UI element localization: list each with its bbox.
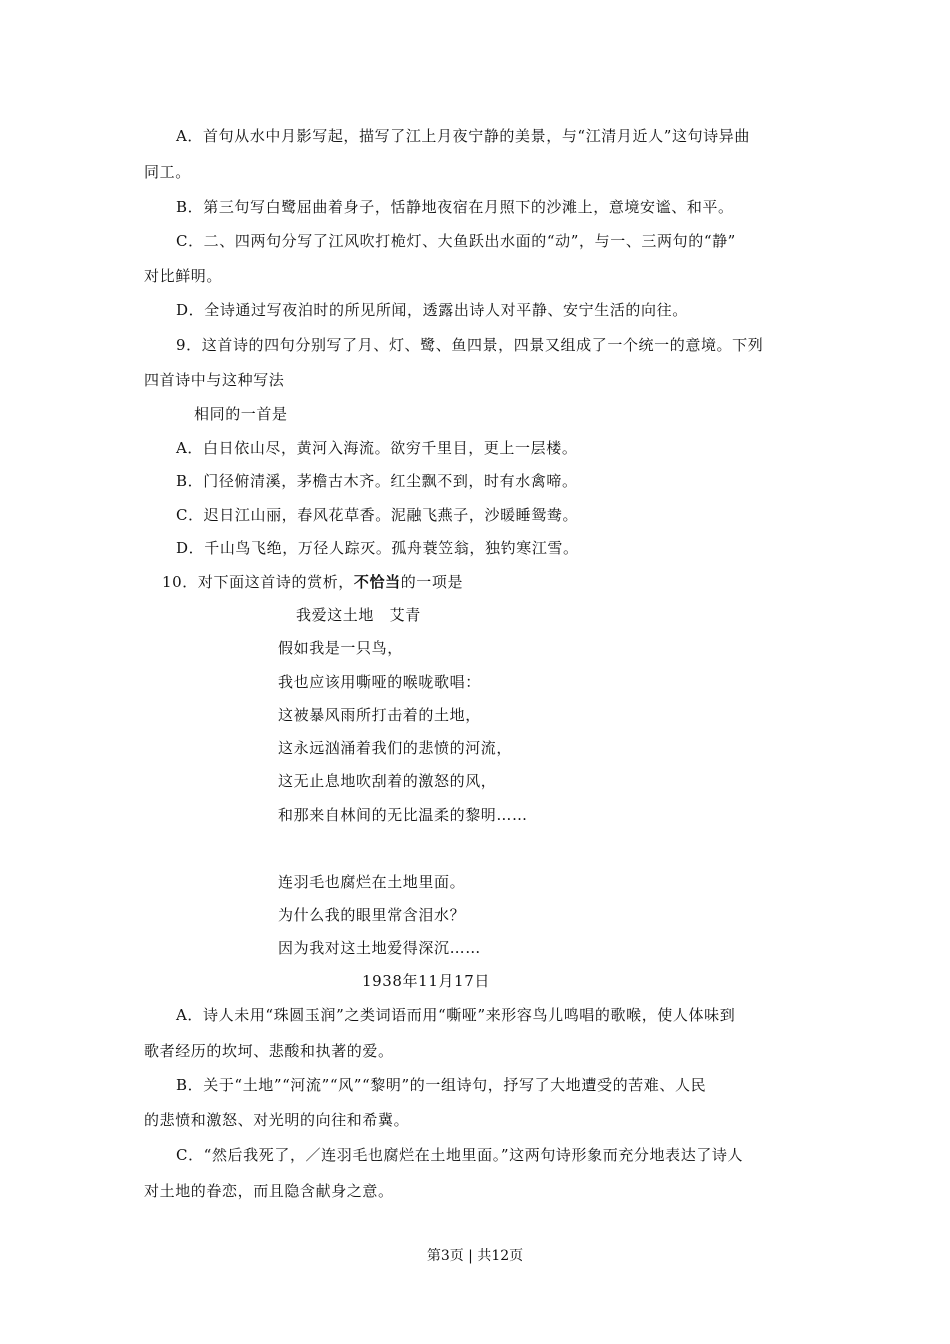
q9-stem-line2: 四首诗中与这种写法: [144, 371, 285, 389]
page-footer: 第3页 | 共12页: [426, 1248, 524, 1264]
q9-stem-line3: 相同的一首是: [194, 405, 288, 423]
poem-line: 这无止息地吹刮着的激怒的风，: [278, 772, 497, 790]
poem-date: 1938年11月17日: [362, 972, 490, 990]
poem-line: 我也应该用嘶哑的喉咙歌唱：: [278, 673, 481, 691]
q9-option-a: A．白日依山尽，黄河入海流。欲穷千里目，更上一层楼。: [176, 439, 578, 457]
q10-stem-pre: 10．对下面这首诗的赏析，: [162, 573, 354, 591]
poem-line: 和那来自林间的无比温柔的黎明……: [278, 806, 528, 824]
q10-option-b-line1: B．关于“土地”“河流”“风”“黎明”的一组诗句，抒写了大地遭受的苦难、人民: [176, 1076, 707, 1094]
poem-line: 这永远汹涌着我们的悲愤的河流，: [278, 739, 513, 757]
q9-option-c: C．迟日江山丽，春风花草香。泥融飞燕子，沙暖睡鸳鸯。: [176, 506, 579, 524]
poem-line: 假如我是一只鸟，: [278, 639, 403, 657]
poem-line: 为什么我的眼里常含泪水？: [278, 906, 466, 924]
q8-option-a-line1: A．首句从水中月影写起，描写了江上月夜宁静的美景，与“江清月近人”这句诗异曲: [176, 127, 750, 145]
q10-stem: [162, 572, 463, 592]
q9-stem-line1: 9．这首诗的四句分别写了月、灯、鹭、鱼四景，四景又组成了一个统一的意境。下列: [176, 336, 764, 354]
poem-line: 这被暴风雨所打击着的土地，: [278, 706, 481, 724]
q10-stem-post: 的一项是: [400, 573, 464, 591]
q8-option-b: B．第三句写白鹭屈曲着身子，恬静地夜宿在月照下的沙滩上，意境安谧、和平。: [176, 198, 734, 216]
q10-option-a-line1: A．诗人未用“珠圆玉润”之类词语而用“嘶哑”来形容鸟儿鸣唱的歌喉，使人体味到: [176, 1006, 736, 1024]
poem-title: 我爱这土地 艾青: [296, 606, 421, 624]
q8-option-a-line2: 同工。: [144, 163, 191, 181]
q10-option-b-line2: 的悲愤和激怒、对光明的向往和希冀。: [144, 1111, 410, 1129]
q8-option-c-line2: 对比鲜明。: [144, 267, 223, 285]
q10-option-a-line2: 歌者经历的坎坷、悲酸和执著的爱。: [144, 1042, 394, 1060]
q10-option-c-line2: 对土地的眷恋，而且隐含献身之意。: [144, 1182, 394, 1200]
q8-option-d: D．全诗通过写夜泊时的所见所闻，透露出诗人对平静、安宁生活的向往。: [176, 301, 688, 319]
q10-stem-emphasis: 不恰当: [353, 573, 401, 591]
poem-line: 连羽毛也腐烂在土地里面。: [278, 873, 466, 891]
q9-option-b: B．门径俯清溪，茅檐古木齐。红尘飘不到，时有水禽啼。: [176, 472, 578, 490]
q10-option-c-line1: C．“然后我死了，／连羽毛也腐烂在土地里面。”这两句诗形象而充分地表达了诗人: [176, 1146, 744, 1164]
q8-option-c-line1: C．二、四两句分写了江风吹打桅灯、大鱼跃出水面的“动”，与一、三两句的“静”: [176, 232, 736, 250]
poem-line: 因为我对这土地爱得深沉……: [278, 939, 481, 957]
q9-option-d: D．千山鸟飞绝，万径人踪灭。孤舟蓑笠翁，独钓寒江雪。: [176, 539, 579, 557]
